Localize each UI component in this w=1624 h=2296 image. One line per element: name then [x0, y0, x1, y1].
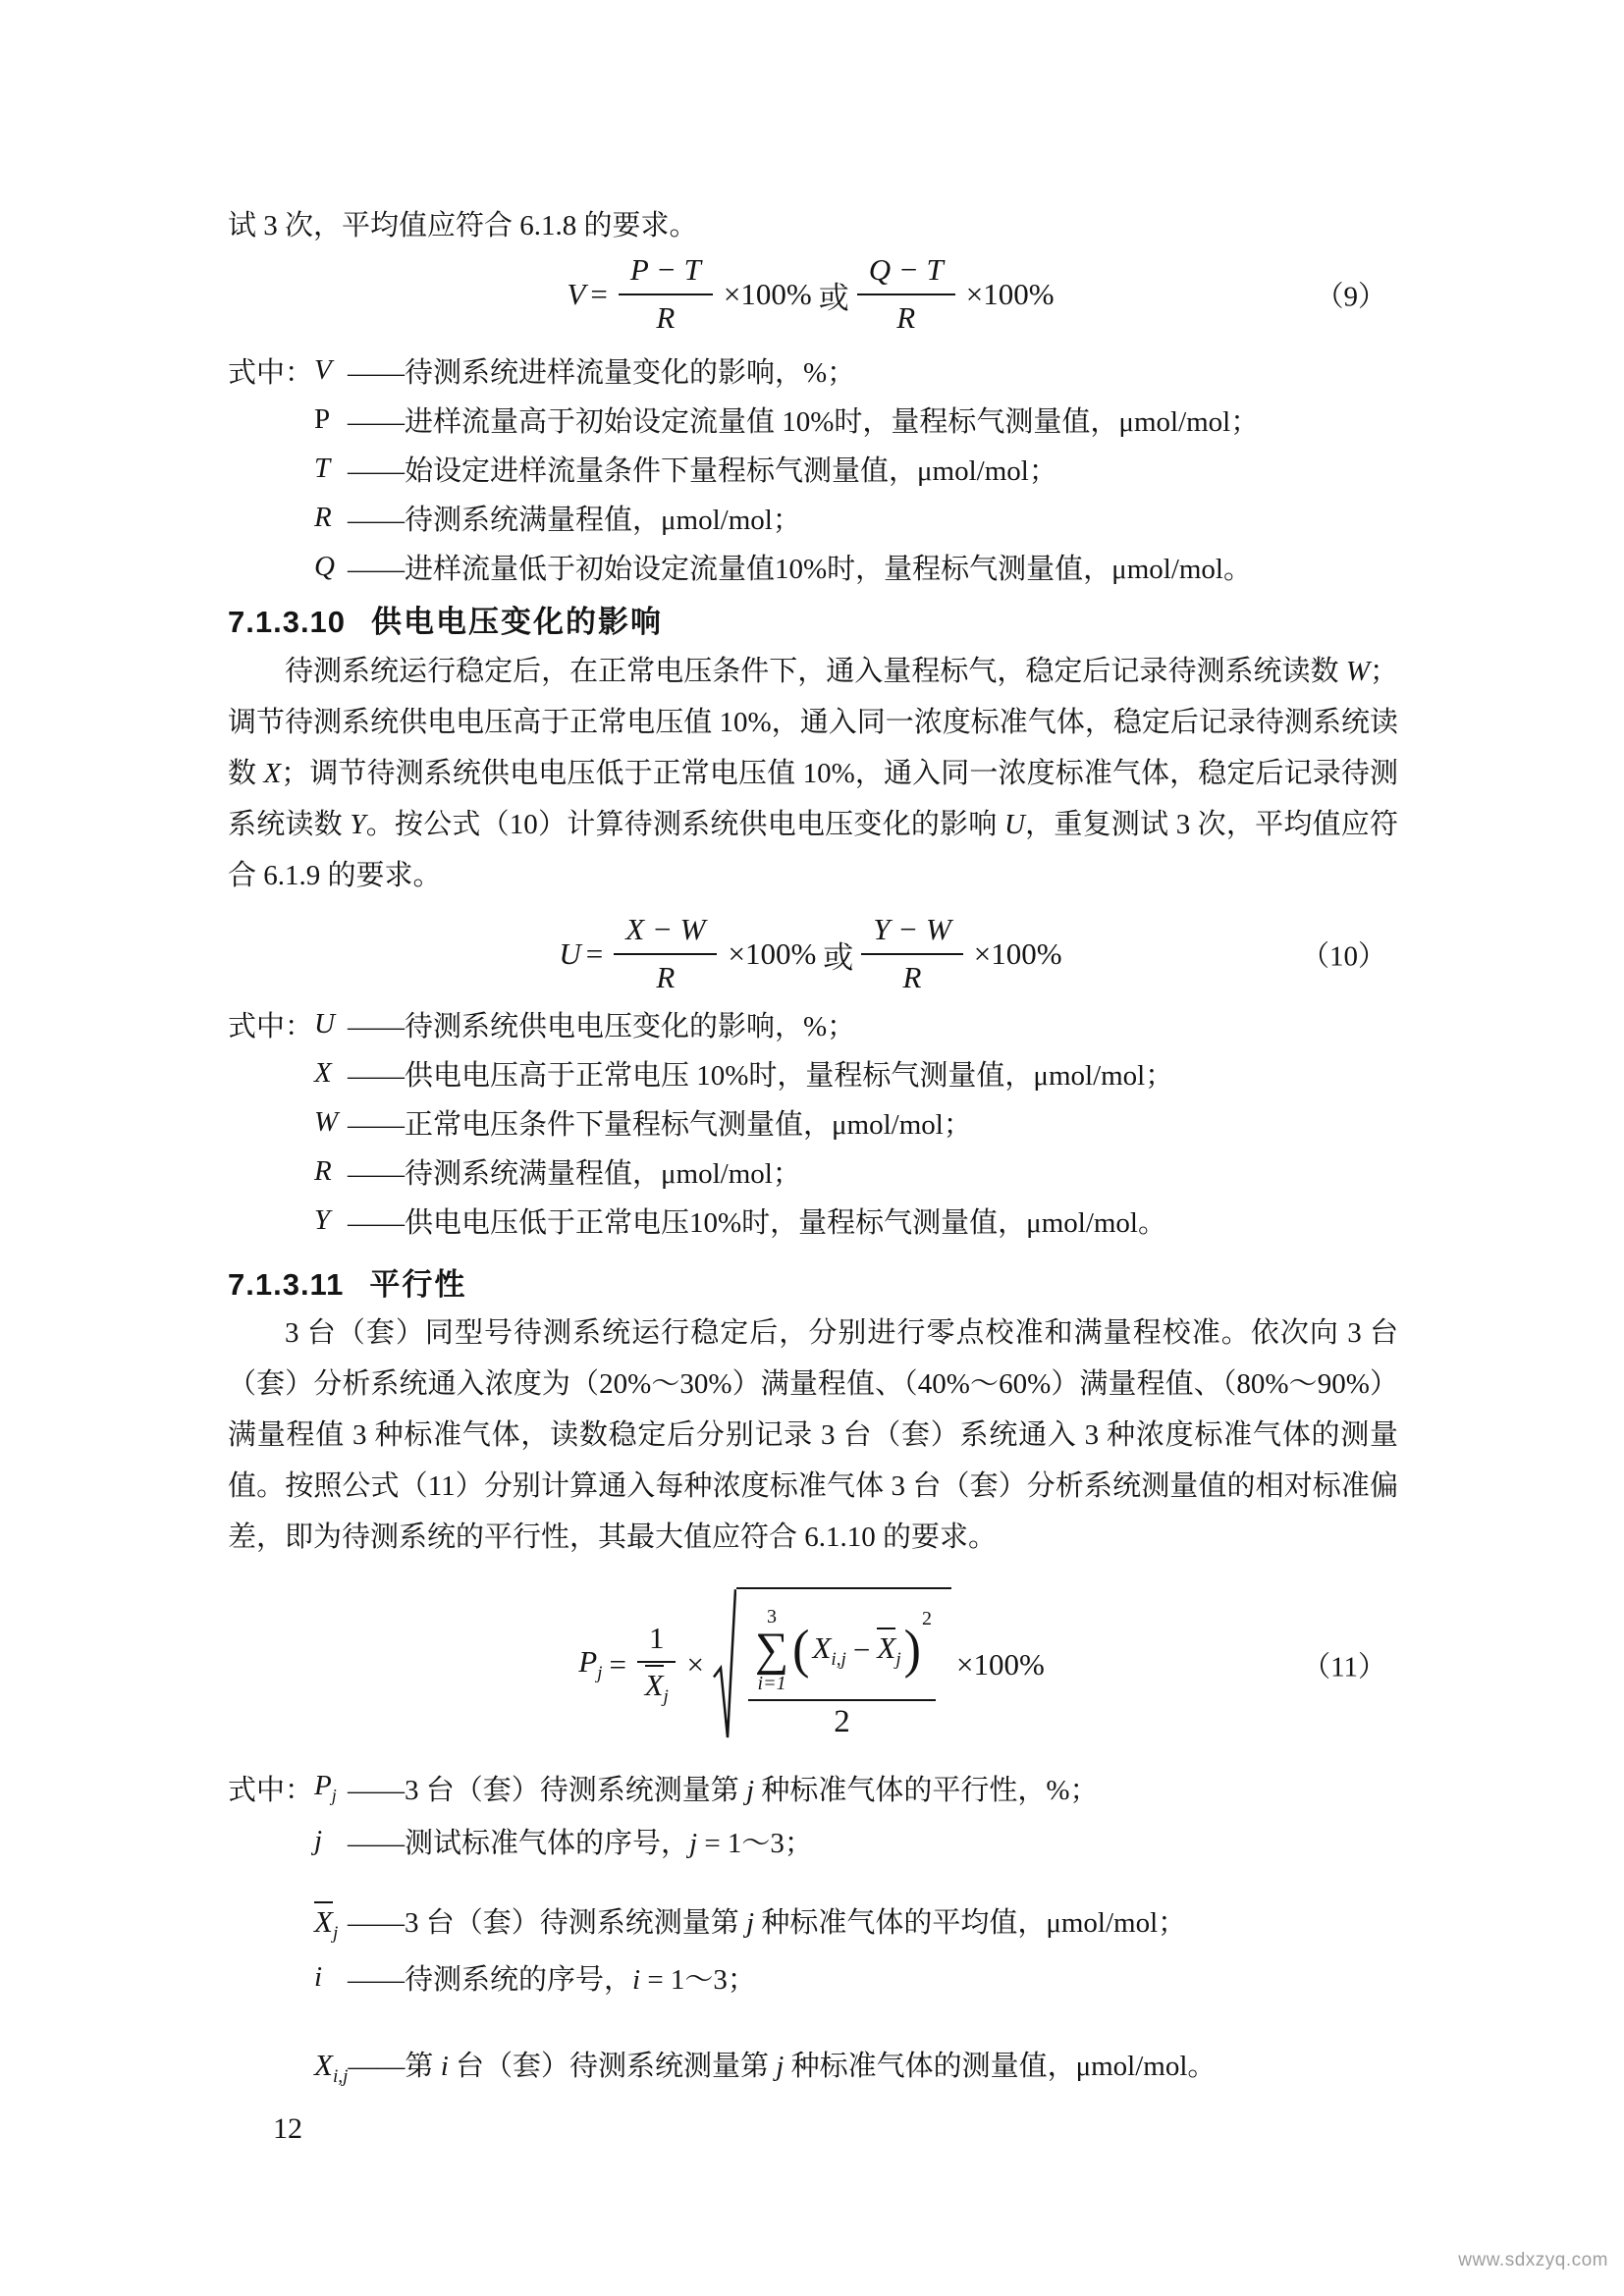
fraction [748, 1607, 936, 1742]
fraction-numerator: P − T [619, 251, 713, 295]
definition-text [348, 449, 1057, 489]
definition-symbol: R [314, 501, 332, 533]
definition-symbol: V [314, 353, 332, 386]
text-segment: ——测试标准气体的序号， [348, 1827, 690, 1859]
formula-9 [228, 243, 1398, 346]
definition-row [228, 1762, 1398, 1813]
definition-row [228, 1196, 1398, 1245]
section-10-paragraph [228, 646, 1398, 901]
text-segment: ——供电电压低于正常电压10%时，量程标气测量值，μmol/mol。 [348, 1206, 1166, 1239]
equals-sign: = [609, 1646, 626, 1682]
section-heading-7-1-3-10 [228, 604, 1398, 641]
text-segment: ——第 [348, 2051, 441, 2082]
text-segment: 待测系统运行稳定后，在正常电压条件下，通入量程标气，稳定后记录待测系统读数 [285, 656, 1346, 687]
fraction [614, 911, 717, 997]
variable-x-ij [812, 1629, 845, 1671]
formula-9-lhs: V [567, 277, 586, 311]
radical-icon [713, 1587, 736, 1742]
variable-X: X [812, 1629, 832, 1665]
section-heading-7-1-3-11 [228, 1266, 1398, 1304]
text-segment: ——待测系统供电电压变化的影响，%； [348, 1010, 856, 1042]
fraction-denominator: R [656, 300, 676, 335]
variable-text: i [440, 2051, 449, 2082]
definition-text [348, 1768, 1099, 1808]
definition-row [228, 444, 1398, 493]
variable-text: j [746, 1774, 755, 1806]
formula-number: （10） [1300, 940, 1386, 973]
text-segment: ——正常电压条件下量程标气测量值，μmol/mol； [348, 1108, 972, 1141]
definition-row [228, 1949, 1398, 2005]
text-segment: ——始设定进样流量条件下量程标气测量值，μmol/mol； [348, 454, 1057, 487]
times-100-percent: ×100% [728, 936, 817, 971]
variable-text: i [632, 1963, 641, 1996]
definition-row [228, 395, 1398, 444]
definition-lead: 式中： [228, 1774, 314, 1806]
definition-row [228, 346, 1398, 395]
formula-10-lhs: U [559, 936, 581, 971]
fraction-numerator: Y − W [861, 911, 962, 955]
definition-row [228, 999, 1398, 1048]
variable-P: P [578, 1643, 598, 1679]
formula-11-definitions [228, 1762, 1398, 2092]
text-segment: ——供电电压高于正常电压 10%时，量程标气测量值，μmol/mol； [348, 1059, 1174, 1092]
text-segment: 种标准气体的平行性，%； [754, 1774, 1099, 1806]
variable-x-bar-j [877, 1629, 900, 1671]
definition-text [348, 1957, 756, 1998]
definition-text [348, 1102, 972, 1143]
x-bar: X [877, 1628, 895, 1665]
text-segment: ——3 台（套）待测系统测量第 [348, 1774, 747, 1806]
fraction-numerator: X − W [614, 911, 717, 955]
definition-text [348, 547, 1252, 587]
definition-lead: 式中： [228, 1010, 314, 1042]
text-segment: 种标准气体的测量值，μmol/mol。 [784, 2051, 1217, 2082]
subscript-j: j [895, 1648, 901, 1670]
watermark: www.sdxzyq.com [1458, 2250, 1608, 2270]
formula-number: （11） [1302, 1651, 1386, 1682]
formula-9-definitions [228, 346, 1398, 591]
fraction [637, 1620, 677, 1710]
x-bar: X [314, 1901, 333, 1939]
section-number: 7.1.3.11 [228, 1267, 345, 1302]
definition-lead: 式中： [228, 356, 314, 389]
equals-sign: = [590, 277, 608, 311]
fraction-numerator [748, 1607, 936, 1701]
variable-text: Y [350, 809, 366, 840]
text-segment: ；调节待测系统供电电压低于正常电压值 10%，通入同一浓度标准气体，稳定后记录待测系统读数 [228, 758, 1398, 840]
definition-text [348, 498, 801, 538]
exponent-2: 2 [922, 1607, 932, 1629]
text-segment: ；调节待测系统供电电压高于正常电压值 10%，通入同一浓度标准气体，稳定后记录待测系统读数 [228, 656, 1398, 789]
definition-symbol: W [314, 1105, 339, 1138]
definition-text [348, 1821, 813, 1861]
section-number: 7.1.3.10 [228, 605, 347, 639]
fraction [861, 911, 962, 997]
fraction-denominator [637, 1663, 677, 1709]
definition-text [348, 1053, 1173, 1094]
section-11-paragraph [228, 1308, 1398, 1563]
variable-text: j [689, 1827, 698, 1859]
variable-X: X [314, 2047, 333, 2082]
definition-row [228, 2005, 1398, 2092]
variable-text: W [1345, 656, 1370, 687]
subscript-j: j [597, 1663, 603, 1684]
formula-10-definitions [228, 999, 1398, 1245]
definition-row [228, 1813, 1398, 1868]
definition-row [228, 493, 1398, 542]
definition-symbol [314, 1904, 348, 1949]
definition-text [348, 350, 855, 391]
open-paren: ( [792, 1620, 810, 1680]
definition-row [228, 1147, 1398, 1196]
text-segment: ——待测系统的序号， [348, 1963, 633, 1996]
minus-sign: − [852, 1632, 871, 1668]
times-100-percent: ×100% [965, 277, 1055, 311]
text-segment: ——进样流量低于初始设定流量值10%时，量程标气测量值，μmol/mol。 [348, 553, 1252, 585]
variable-text: U [1003, 809, 1025, 840]
definition-text [348, 1201, 1166, 1241]
summation-upper-limit: 3 [767, 1605, 778, 1628]
multiplication-sign: × [686, 1646, 704, 1682]
text-segment: = 1～3； [640, 1963, 756, 1996]
subscript-ij: i,j [831, 1648, 846, 1670]
text-segment: ——进样流量高于初始设定流量值 10%时，量程标气测量值，μmol/mol； [348, 405, 1260, 438]
text-segment: ——待测系统满量程值，μmol/mol； [348, 1157, 801, 1190]
page-number: 12 [273, 2112, 302, 2145]
subscript-j: j [663, 1686, 669, 1708]
fraction-numerator: 1 [637, 1620, 677, 1664]
definition-symbol: Y [314, 1203, 331, 1236]
formula-11 [228, 1569, 1398, 1760]
times-100-percent: ×100% [973, 936, 1062, 971]
text-segment: 。按公式（10）计算待测系统供电电压变化的影响 [365, 809, 1004, 840]
text-segment: ——待测系统进样流量变化的影响，%； [348, 356, 856, 389]
variable-text: j [746, 1907, 755, 1939]
subscript-j: j [332, 1923, 339, 1944]
definition-symbol: T [314, 452, 331, 484]
definition-row [228, 1868, 1398, 1949]
summation-lower-limit: i=1 [757, 1672, 786, 1694]
intro-text: 试 3 次，平均值应符合 6.1.8 的要求。 [228, 210, 698, 241]
text-segment: ——待测系统满量程值，μmol/mol； [348, 504, 801, 536]
close-paren: ) [903, 1620, 921, 1680]
definition-symbol: U [314, 1007, 335, 1040]
text-segment: 3 台（套）同型号待测系统运行稳定后，分别进行零点校准和满量程校准。依次向 3 台（套）分析系统通入浓度为（20%～30%）满量程值、（40%～60%）满量程值、（80%～90%）满量程值 3 种标准气体，读数稳定后分别记录 3 台（套）系统通入 3 种浓度标准气体的测量值。按照公式（11）分别计算通入每种浓度标准气体 3 台（套）分析系统测量值的相对标准偏差，即为待测系统的平行性，其最大值应符合 6.1.10 的要求。 [228, 1317, 1398, 1553]
definition-symbol [314, 1770, 348, 1806]
variable-text: j [776, 2051, 785, 2082]
text-segment: 台（套）待测系统测量第 [448, 2051, 777, 2082]
times-100-percent: ×100% [723, 277, 812, 311]
variable-text: X [263, 758, 282, 789]
or-text: 或 [818, 280, 849, 315]
fraction [857, 251, 955, 338]
definition-row [228, 542, 1398, 591]
sigma-icon: ∑ [754, 1623, 789, 1676]
subscript-j: j [331, 1785, 337, 1805]
section-title: 平行性 [369, 1267, 467, 1302]
square-root [713, 1587, 951, 1742]
definition-text [348, 2044, 1216, 2092]
text-segment: ，重复测试 3 次，平均值应符合 6.1.9 的要求。 [228, 809, 1398, 891]
definition-symbol: X [314, 1056, 332, 1089]
or-text: 或 [823, 939, 854, 975]
definition-row [228, 1048, 1398, 1097]
definition-symbol [314, 2048, 348, 2092]
text-segment: ——3 台（套）待测系统测量第 [348, 1907, 747, 1939]
definition-text [348, 1004, 855, 1044]
definition-symbol: P [314, 402, 331, 435]
summation-symbol [755, 1607, 788, 1693]
radicand [736, 1587, 951, 1742]
definition-symbol: j [314, 1824, 323, 1856]
fraction-denominator: R [896, 300, 916, 335]
formula-11-lhs [578, 1644, 602, 1684]
text-segment: = 1～3； [697, 1827, 813, 1859]
fraction [619, 251, 713, 338]
fraction-denominator: R [656, 960, 676, 994]
text-segment: 种标准气体的平均值，μmol/mol； [754, 1907, 1187, 1939]
definition-symbol: R [314, 1154, 332, 1187]
fraction-denominator: R [902, 960, 922, 994]
definition-row [228, 1097, 1398, 1147]
x-bar: X [645, 1665, 664, 1702]
definition-symbol: Q [314, 550, 335, 582]
section-title: 供电电压变化的影响 [371, 605, 664, 639]
definition-text [348, 1900, 1186, 1949]
formula-10 [228, 903, 1398, 1005]
subscript-ij: i,j [332, 2066, 349, 2087]
variable-P: P [314, 1769, 332, 1801]
times-100-percent: ×100% [956, 1646, 1045, 1682]
equals-sign: = [585, 936, 604, 971]
formula-number: （9） [1315, 281, 1386, 313]
definition-symbol: i [314, 1960, 323, 1993]
fraction-numerator: Q − T [857, 251, 955, 295]
definition-text [348, 400, 1259, 440]
fraction-denominator: 2 [834, 1703, 850, 1739]
definition-text [348, 1151, 801, 1192]
